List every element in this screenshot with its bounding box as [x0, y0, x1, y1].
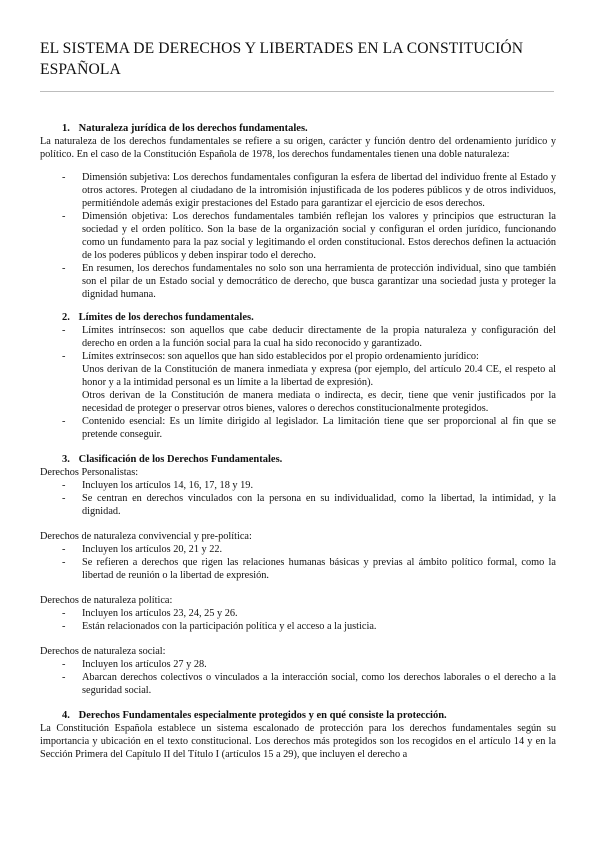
list-item: - Incluyen los artículos 14, 16, 17, 18 y 19. — [40, 479, 556, 492]
section-2-title: Límites de los derechos fundamentales. — [78, 312, 254, 323]
section-3-title: Clasificación de los Derechos Fundamentales. — [78, 454, 283, 465]
list-item: - Se refieren a derechos que rigen las relaciones humanas básicas y previas al ámbito político formal, como la libertad de reunión o la libertad de expresión. — [40, 556, 556, 582]
extrinsic-b: Otros derivan de la Constitución de manera mediata o indirecta, es decir, tiene que venir justificados por la necesidad de proteger o preservar otros bienes, valores o derechos constitucionalmente protegidos. — [82, 390, 556, 414]
page-title: EL SISTEMA DE DERECHOS Y LIBERTADES EN LA CONSTITUCIÓN ESPAÑOLA — [40, 40, 524, 78]
section-2-heading — [62, 311, 556, 324]
group-list — [40, 543, 556, 582]
section-3-number: 3. — [62, 454, 70, 465]
list-item: - En resumen, los derechos fundamentales no solo son una herramienta de protección individual, sino que también son el pilar de un Estado social y democrático de derecho, que busca garantizar una sociedad justa y proteger la dignidad humana. — [40, 262, 556, 301]
title-divider — [40, 91, 554, 92]
group-label: Derechos de naturaleza social: — [40, 646, 166, 657]
extrinsic-a: Unos derivan de la Constitución de manera inmediata y expresa (por ejemplo, del artículo 20.4 CE, el respeto al honor y a la intimidad personal es un límite a la libertad de expresión). — [82, 364, 556, 388]
section-4-heading — [62, 709, 556, 722]
list-item: - Contenido esencial: Es un límite dirigido al legislador. La limitación tiene que ser proporcional al fin que se pretende conseguir. — [40, 415, 556, 441]
group-list — [40, 479, 556, 518]
group-label: Derechos de naturaleza convivencial y pre-política: — [40, 531, 252, 542]
section-2-list — [40, 324, 556, 441]
list-item: - Incluyen los artículos 20, 21 y 22. — [40, 543, 556, 556]
list-item: - Incluyen los artículos 27 y 28. — [40, 658, 556, 671]
section-2-number: 2. — [62, 312, 70, 323]
list-item: - Límites intrínsecos: son aquellos que cabe deducir directamente de la propia naturaleza y configuración del derecho en orden a la función social para la cual ha sido reconocido y garantizado. — [40, 324, 556, 350]
document-page — [40, 38, 556, 761]
list-item: - Dimensión objetiva: Los derechos fundamentales también reflejan los valores y principios que estructuran la sociedad y el orden político. Son la base de la organización social y configuran el orden jurídico, funcionando como un fundamento para la paz social y legitimando el orden constitucional. Estos derechos definen la actuación de los poderes públicos y deben inspirar todo el derecho. — [40, 210, 556, 262]
list-item: - Abarcan derechos colectivos o vinculados a la interacción social, como los derechos laborales o el derecho a la seguridad social. — [40, 671, 556, 697]
list-item — [40, 350, 556, 415]
group-label: Derechos Personalistas: — [40, 467, 139, 478]
list-item: - Incluyen los artículos 23, 24, 25 y 26. — [40, 607, 556, 620]
group-label: Derechos de naturaleza política: — [40, 595, 173, 606]
section-1-intro: La naturaleza de los derechos fundamentales se refiere a su origen, carácter y función dentro del ordenamiento jurídico y político. En el caso de la Constitución Española de 1978, los derechos fundamentales tienen una doble naturaleza: — [40, 136, 556, 160]
section-3-heading — [62, 453, 556, 466]
section-4-number: 4. — [62, 710, 70, 721]
section-4-title: Derechos Fundamentales especialmente protegidos y en qué consiste la protección. — [78, 710, 447, 721]
extrinsic-lead: Límites extrínsecos: son aquellos que han sido establecidos por el propio ordenamiento jurídico: — [82, 351, 479, 362]
section-4-intro: La Constitución Española establece un sistema escalonado de protección para los derechos fundamentales según su importancia y ubicación en el texto constitucional. Los derechos más protegidos son los recogidos en el artículo 14 y en la Sección Primera del Capítulo II del Título I (artículos 15 a 29), que incluyen el derecho a — [40, 723, 556, 760]
list-item: - Están relacionados con la participación política y el acceso a la justicia. — [40, 620, 556, 633]
group-list — [40, 658, 556, 697]
list-item: - Se centran en derechos vinculados con la persona en su individualidad, como la libertad, la intimidad, y la dignidad. — [40, 492, 556, 518]
group-list — [40, 607, 556, 633]
section-1-number: 1. — [62, 123, 70, 134]
section-1-heading — [62, 122, 556, 135]
section-1-list — [40, 171, 556, 301]
list-item: - Dimensión subjetiva: Los derechos fundamentales configuran la esfera de libertad del individuo frente al Estado y otros actores. Protegen al ciudadano de la intromisión injustificada de los poderes públicos y de otros individuos, permitiéndole además exigir prestaciones del Estado para garantizar el ejercicio de esos derechos. — [40, 171, 556, 210]
section-1-title: Naturaleza jurídica de los derechos fundamentales. — [78, 123, 308, 134]
